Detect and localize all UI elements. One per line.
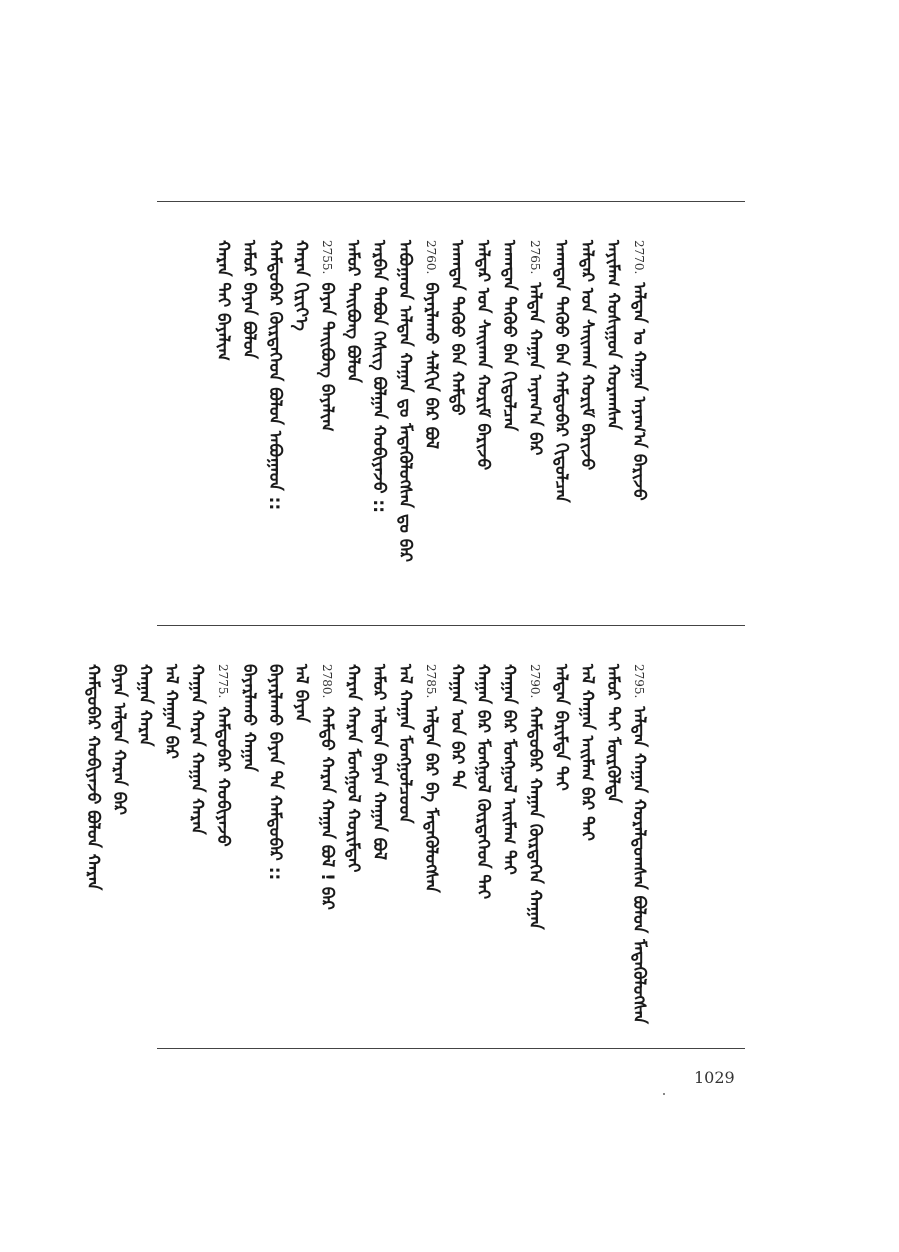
verse-line (420, 240, 442, 449)
lower-verse-block (83, 664, 750, 1024)
verse-text: ᠬᠠᠮᠲᠤᠪᠠᠷ ᠬᠦᠷᠳᠡᠭᠡᠳ ᠪᠣᠯᠤᠨ ᠠᠪᠤᠭᠠᠳ :: (265, 240, 285, 511)
verse-text: ᠬᠠᠮᠲᠤᠪᠠᠷ ᠬᠤᠪᠢᠶᠠᠵᠤ (213, 706, 233, 847)
verse-line (420, 664, 442, 893)
verse-text: ᠠᠯ ᠬᠠᠭᠠᠨ ᠠᠢᠮᠠᠭ ᠪᠠᠷ ᠲᠠᠢ (577, 664, 597, 841)
verse-text: ᠬᠠᠷᠠᠨ ᠬᠢᠷᠢᠶ᠎ᠡ (291, 240, 311, 331)
verse-line (446, 664, 468, 789)
verse-text: ᠠᠯᠲᠠᠨ ᠪᠠᠷ ᠪᠠ ᠮᠡᠳᠡᠭᠦᠯᠦᠭᠰᠡᠨ (421, 706, 441, 893)
verse-line (498, 240, 520, 431)
verse-line (186, 664, 208, 835)
verse-line (472, 240, 494, 470)
verse-line (394, 664, 416, 824)
verse-text: ᠬᠠᠮᠲᠤᠪᠠᠷ ᠬᠤᠪᠢᠶᠠᠵᠤ ᠪᠣᠯᠤᠨ ᠬᠠᠷᠠᠨ (83, 664, 103, 891)
verse-text: ᠠᠪᠤᠭᠠᠳ ᠠᠯᠲᠠᠨ ᠬᠠᠭᠠᠨ ᠳᠤ ᠮᠡᠳᠡᠭᠦᠯᠦᠭᠰᠡᠨ ᠳᠤ ᠪᠠᠷ (395, 240, 415, 562)
verse-line (394, 240, 416, 562)
verse-text: ᠠᠮᠤᠷ ᠠᠯᠲᠠᠨ ᠪᠠᠶᠠᠨ ᠬᠠᠭᠠᠨ ᠪᠣᠯ (369, 664, 389, 861)
verse-text: ᠠᠶᠢᠮᠠᠭ ᠬᠣᠰᠢᠭᠤᠨ ᠬᠤᠷᠠᠭᠰᠠᠨ (603, 240, 623, 430)
verse-text: ᠠᠬᠠᠲᠠᠨ ᠳᠡᠭᠦᠦ ᠪᠡᠨ ᠬᠠᠮᠲᠤ (447, 240, 467, 416)
verse-text: ᠠᠮᠤᠷ ᠲᠠᠢ ᠮᠦᠷᠭᠦᠯᠲᠡ (603, 664, 623, 804)
verse-text: ᠬᠠᠭᠠᠨ ᠬᠠᠷᠠᠨ (135, 664, 155, 747)
verse-line (524, 240, 546, 455)
verse-line (82, 664, 104, 890)
verse-line (342, 240, 364, 383)
verse-line (264, 240, 286, 510)
verse-text: ᠪᠠᠶᠠᠨ ᠠᠯᠲᠠᠨ ᠬᠠᠷᠠᠨ ᠪᠠᠷ (109, 664, 129, 815)
line-number: 2790. (528, 664, 542, 699)
bottom-rule (157, 1048, 745, 1049)
verse-line (628, 664, 650, 1024)
verse-text: ᠠᠮᠤᠷ ᠲᠠᠢᠪᠤᠩ ᠪᠣᠯᠤᠨ (343, 240, 363, 383)
verse-text: ᠬᠠᠮᠲᠤᠪᠠᠷ ᠬᠠᠭᠠᠨ ᠬᠦᠷᠳᠡᠭᠡᠨ ᠬᠠᠭᠠᠨ (525, 706, 545, 930)
verse-line (472, 664, 494, 899)
verse-text: ᠬᠠᠷᠠᠨ ᠲᠠᠢ ᠪᠠᠶᠠᠯᠢᠭ (213, 240, 233, 361)
verse-line (238, 664, 260, 772)
verse-line (264, 664, 286, 880)
verse-text: ᠠᠯᠲᠠᠨ ᠣ ᠬᠠᠭᠠᠨ ᠠᠶᠠᠭ᠎ᠠ ᠪᠠᠷᠢᠵᠤ (629, 282, 649, 501)
line-number: 2765. (528, 240, 542, 275)
verse-line (108, 664, 130, 815)
verse-text: ᠠᠮᠤᠷ ᠪᠠᠶᠠᠨ ᠪᠣᠯᠤᠨ (239, 240, 259, 359)
verse-text: ᠠᠯ ᠬᠠᠭᠠᠨ ᠮᠣᠩᠭᠣᠯᠴᠤᠳ (395, 664, 415, 824)
verse-text: ᠬᠠᠭᠠᠨ ᠪᠠᠷ ᠮᠣᠩᠭᠣᠯ ᠠᠢᠮᠠᠭ ᠲᠠᠢ (499, 664, 519, 875)
line-number: 2770. (632, 240, 646, 275)
verse-text: ᠠᠬᠠᠲᠠᠨ ᠳᠡᠭᠦᠦ ᠪᠡᠨ ᠬᠠᠮᠲᠤᠪᠠᠷ ᠬᠢᠳᠤᠯᠴᠠᠨ (551, 240, 571, 503)
middle-rule (157, 625, 745, 626)
verse-text: ᠪᠠᠶᠠᠷᠯᠠᠬᠤ ᠪᠠᠶᠠᠨ ᠲᠠ ᠬᠠᠮᠲᠤᠪᠠᠷ :: (265, 664, 285, 881)
line-number: 2760. (424, 240, 438, 275)
line-number: 2785. (424, 664, 438, 699)
verse-text: ᠬᠠᠮᠲᠤ ᠬᠠᠷᠠᠨ ᠬᠠᠭᠠᠨ ᠪᠣᠯ ! ᠪᠠᠷ (317, 706, 337, 910)
verse-line (576, 664, 598, 841)
verse-line (576, 240, 598, 470)
verse-line (602, 664, 624, 803)
verse-line (212, 240, 234, 361)
verse-line (368, 664, 390, 860)
verse-text: ᠪᠠᠶᠠᠷᠯᠠᠬᠤ ᠰᠠᠯᠬᠢᠨ ᠪᠠᠷ ᠪᠣᠯ (421, 282, 441, 449)
verse-text: ᠠᠯ ᠬᠠᠭᠠᠨ ᠪᠠᠷ (161, 664, 181, 759)
verse-text: ᠠᠷᠪᠠᠨ ᠲᠠᠪᠤᠨ ᠬᠡᠰᠢᠭ ᠪᠣᠯᠭᠠᠨ ᠬᠤᠪᠢᠶᠠᠵᠤ :: (369, 240, 389, 514)
scan-speck (663, 1093, 665, 1095)
line-number: 2795. (632, 664, 646, 699)
verse-line (446, 240, 468, 416)
upper-verse-block (150, 240, 750, 600)
verse-line (316, 664, 338, 910)
top-rule (157, 201, 745, 202)
verse-line (550, 240, 572, 503)
verse-text: ᠪᠠᠶᠠᠷᠯᠠᠬᠤ ᠬᠠᠭᠠᠨ (239, 664, 259, 772)
verse-line (160, 664, 182, 759)
verse-text: ᠠᠯᠳᠠᠷ ᠤᠨ ᠰᠠᠢᠬᠠᠨ ᠬᠣᠷᠢᠮ ᠪᠠᠷᠢᠵᠤ (473, 240, 493, 471)
verse-line (342, 664, 364, 872)
verse-line (550, 664, 572, 791)
verse-text: ᠠᠯᠲᠠᠨ ᠬᠠᠭᠠᠨ ᠠᠶᠠᠭ᠎ᠠ ᠪᠠᠷ (525, 282, 545, 456)
line-number: 2780. (320, 664, 334, 699)
verse-line (628, 240, 650, 501)
line-number: 2755. (320, 240, 334, 275)
verse-text: ᠬᠠᠭᠠᠨ ᠪᠠᠷ ᠮᠣᠩᠭᠣᠯ ᠬᠦᠷᠳᠡᠭᠡᠳ ᠲᠠᠢ (473, 664, 493, 900)
verse-text: ᠬᠠᠷᠠᠨ ᠬᠠᠷᠠᠨ ᠮᠣᠩᠭᠣᠯ ᠬᠣᠷᠢᠮᠲᠠᠢ (343, 664, 363, 873)
verse-line (368, 240, 390, 513)
verse-text: ᠠᠯᠲᠠᠨ ᠬᠠᠭᠠᠨ ᠬᠤᠷᠠᠯᠳᠤᠭᠰᠠᠨ ᠪᠣᠯᠤᠨ ᠮᠡᠳᠡᠭᠦᠯᠦᠭᠰᠡᠨ (629, 706, 649, 1024)
verse-line (316, 240, 338, 432)
verse-text: ᠠᠯᠲᠠᠨ ᠪᠠᠷᠢᠮᠲᠠ ᠲᠠᠢ (551, 664, 571, 791)
verse-text: ᠠᠬᠠᠲᠠᠨ ᠳᠡᠭᠦᠦ ᠪᠡᠨ ᠬᠢᠳᠤᠯᠴᠠᠨ (499, 240, 519, 432)
verse-text: ᠠᠯᠳᠠᠷ ᠤᠨ ᠰᠠᠢᠬᠠᠨ ᠬᠣᠷᠢᠮ ᠪᠠᠷᠢᠵᠤ (577, 240, 597, 471)
verse-line (238, 240, 260, 359)
verse-line (524, 664, 546, 930)
verse-text: ᠠᠯ ᠪᠠᠶᠠᠨ (291, 664, 311, 723)
line-number: 2775. (216, 664, 230, 699)
verse-line (290, 664, 312, 723)
verse-line (602, 240, 624, 430)
verse-text: ᠬᠠᠭᠠᠨ ᠤᠨ ᠪᠠᠷ ᠲᠠ (447, 664, 467, 789)
verse-line (212, 664, 234, 847)
verse-line (290, 240, 312, 331)
verse-text: ᠪᠠᠶᠠᠨ ᠲᠠᠢᠪᠤᠩ ᠪᠠᠶᠠᠯᠢᠭ (317, 282, 337, 432)
page-number: 1029 (694, 1068, 735, 1087)
verse-line (498, 664, 520, 875)
verse-text: ᠬᠠᠭᠠᠨ ᠬᠠᠷᠠᠨ ᠬᠠᠭᠠᠨ ᠬᠠᠷᠠᠨ (187, 664, 207, 835)
verse-line (134, 664, 156, 746)
